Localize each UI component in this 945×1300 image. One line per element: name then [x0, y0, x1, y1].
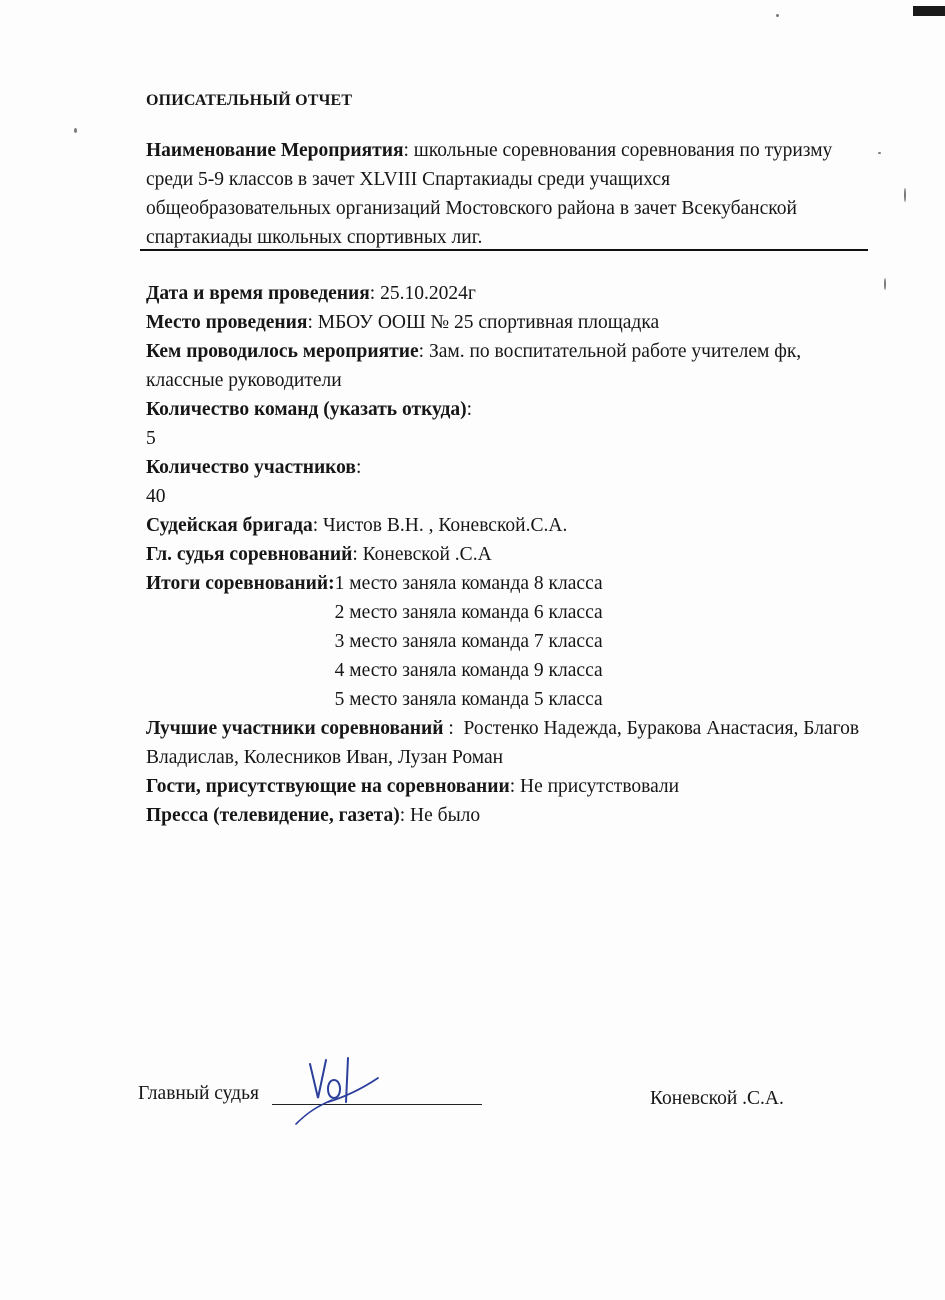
scan-speck: [884, 278, 886, 290]
field-value: Ростенко Надежда, Буракова Анастасия, Благов Владислав, Колесников Иван, Лузан Роман: [146, 718, 860, 768]
result-item: 2 место заняла команда 6 класса: [334, 602, 603, 623]
result-item: 3 место заняла команда 7 класса: [334, 631, 603, 652]
field-value: Не присутствовали: [520, 776, 680, 797]
field-participants-value: 40: [146, 486, 166, 507]
section-divider: [140, 249, 868, 251]
field-label: Количество участников: [146, 457, 356, 478]
report-details: [146, 279, 866, 830]
signature-name: Коневской .С.А.: [650, 1088, 784, 1109]
field-press: Пресса (телевидение, газета): Не было: [146, 805, 481, 826]
field-label: Кем проводилось мероприятие: [146, 341, 419, 362]
field-chief-judge: Гл. судья соревнований: Коневской .С.А: [146, 544, 492, 565]
result-item: 5 место заняла команда 5 класса: [334, 689, 603, 710]
field-teams: Количество команд (указать откуда):: [146, 399, 473, 420]
field-label: Пресса (телевидение, газета): [146, 805, 400, 826]
field-label: Дата и время проведения: [146, 283, 370, 304]
label-colon: :: [328, 573, 335, 594]
field-value: Чистов В.Н. , Коневской.С.А.: [323, 515, 568, 536]
field-label: Судейская бригада: [146, 515, 313, 536]
field-value: Зам. по воспитательной работе учителем фк, классные руководители: [146, 341, 802, 391]
label-colon: :: [403, 140, 414, 161]
scan-speck: [74, 128, 77, 133]
result-item: 1 место заняла команда 8 класса: [334, 573, 603, 594]
field-value: МБОУ ООШ № 25 спортивная площадка: [317, 312, 660, 333]
field-judges: Судейская бригада: Чистов В.Н. , Коневской.С.А.: [146, 515, 568, 536]
scan-speck: [878, 152, 881, 154]
scan-edge-mark: [913, 6, 945, 16]
scan-speck: [776, 14, 779, 17]
handwritten-signature: [288, 1050, 388, 1130]
field-label: Гл. судья соревнований: [146, 544, 353, 565]
field-place: Место проведения: МБОУ ООШ № 25 спортивная площадка: [146, 312, 660, 333]
signature-role: Главный судья: [138, 1083, 259, 1104]
field-value: Коневской .С.А: [362, 544, 492, 565]
field-value: 25.10.2024г: [380, 283, 476, 304]
results-list: [335, 569, 603, 714]
field-date: Дата и время проведения: 25.10.2024г: [146, 283, 476, 304]
event-label: Наименование Мероприятия: [146, 140, 404, 161]
field-teams-value: 5: [146, 428, 156, 449]
scan-speck: [904, 188, 906, 202]
field-results: [146, 569, 866, 714]
event-name-block: [146, 136, 846, 252]
field-participants: Количество участников:: [146, 457, 362, 478]
field-label: Гости, присутствующие на соревновании: [146, 776, 510, 797]
field-value: Не было: [410, 805, 481, 826]
result-item: 4 место заняла команда 9 класса: [334, 660, 603, 681]
field-best: Лучшие участники соревнований : Ростенко Надежда, Буракова Анастасия, Благов Владислав, Колесников Иван, Лузан Роман: [146, 718, 860, 768]
field-label: Место проведения: [146, 312, 308, 333]
field-guests: Гости, присутствующие на соревновании: Не присутствовали: [146, 776, 680, 797]
event-value: школьные соревнования соревнования по туризму среди 5-9 классов в зачет XLVIII Спартакиады среди учащихся общеобразовательных организаций Мостовского района в зачет Всекубанской спартакиады школьных спортивных лиг.: [146, 140, 833, 248]
field-organizer: Кем проводилось мероприятие: Зам. по воспитательной работе учителем фк, классные руководители: [146, 341, 802, 391]
document-title: ОПИСАТЕЛЬНЫЙ ОТЧЕТ: [146, 92, 353, 109]
field-label: Количество команд (указать откуда): [146, 399, 467, 420]
field-label: Лучшие участники соревнований: [146, 718, 444, 739]
field-label: Итоги соревнований: [146, 573, 329, 594]
